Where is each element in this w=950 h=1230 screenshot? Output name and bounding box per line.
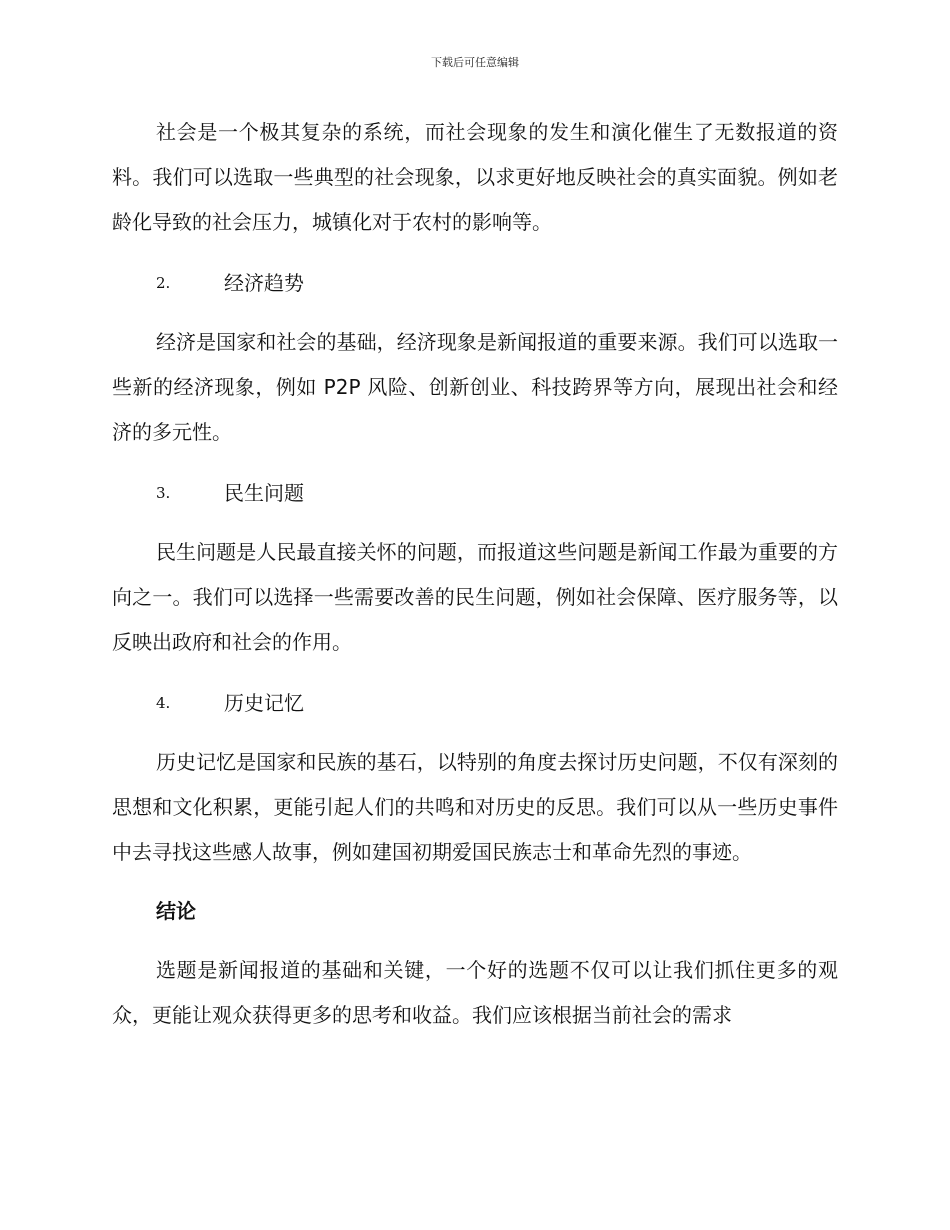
section-item-livelihood (112, 471, 838, 516)
item-title: 经济趋势 (224, 271, 304, 295)
paragraph-conclusion: 选题是新闻报道的基础和关键，一个好的选题不仅可以让我们抓住更多的观众，更能让观众获得更多的思考和收益。我们应该根据当前社会的需求 (112, 958, 838, 1027)
item-number: 4. (156, 694, 171, 712)
item-number: 3. (156, 484, 171, 502)
paragraph-society: 社会是一个极其复杂的系统，而社会现象的发生和演化催生了无数报道的资料。我们可以选取一些典型的社会现象，以求更好地反映社会的真实面貌。例如老龄化导致的社会压力，城镇化对于农村的影响等。 (112, 120, 838, 234)
document-body (112, 110, 838, 1038)
paragraph-economy: 经济是国家和社会的基础，经济现象是新闻报道的重要来源。我们可以选取一些新的经济现象，例如 P2P 风险、创新创业、科技跨界等方向，展现出社会和经济的多元性。 (112, 330, 838, 444)
paragraph-livelihood: 民生问题是人民最直接关怀的问题，而报道这些问题是新闻工作最为重要的方向之一。我们可以选择一些需要改善的民生问题，例如社会保障、医疗服务等，以反映出政府和社会的作用。 (112, 540, 838, 654)
conclusion-heading: 结论 (156, 899, 196, 923)
section-item-economy (112, 261, 838, 306)
page-header: 下载后可任意编辑 (431, 56, 519, 69)
section-item-history (112, 681, 838, 726)
item-title: 民生问题 (224, 481, 304, 505)
item-title: 历史记忆 (224, 691, 304, 715)
paragraph-history: 历史记忆是国家和民族的基石，以特别的角度去探讨历史问题，不仅有深刻的思想和文化积累，更能引起人们的共鸣和对历史的反思。我们可以从一些历史事件中去寻找这些感人故事，例如建国初期爱国民族志士和革命先烈的事迹。 (112, 750, 838, 864)
item-number: 2. (156, 274, 171, 292)
